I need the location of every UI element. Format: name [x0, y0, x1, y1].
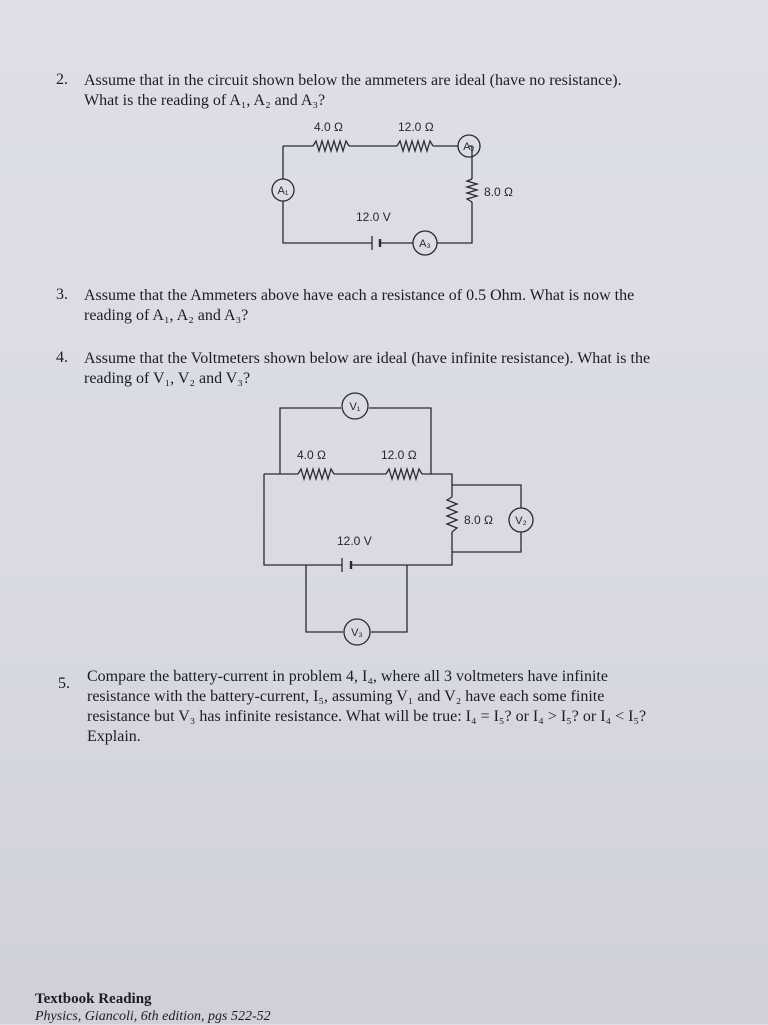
ammeter-a2-label: A₂ [463, 141, 475, 153]
voltmeter-v2-label: V₂ [515, 515, 527, 527]
question-5-line-3: resistance but V₃ has infinite resistance. What will be true: I₄ = I₅? or I₄ > I₅? or I₄ < I₅? [87, 708, 647, 725]
question-3-text [84, 286, 634, 326]
resistor-8-ohm [467, 179, 477, 202]
question-3-number: 3. [56, 286, 68, 303]
ammeter-a1 [272, 179, 294, 201]
battery-label-2: 12.0 V [337, 534, 372, 548]
question-2-line-2: What is the reading of A₁, A₂ and A₃? [84, 92, 326, 109]
textbook-reading-heading: Textbook Reading [35, 991, 152, 1007]
voltmeter-v2 [509, 508, 533, 532]
resistor-12-ohm [397, 141, 433, 151]
battery-label: 12.0 V [356, 210, 391, 224]
question-5-text [87, 667, 646, 747]
battery-symbol [372, 236, 380, 250]
question-5-line-2: resistance with the battery-current, I₅, assuming V₁ and V₂ have each some finite [87, 688, 605, 705]
question-3-line-2: reading of A₁, A₂ and A₃? [84, 307, 249, 324]
question-2-line-1: Assume that in the circuit shown below the ammeters are ideal (have no resistance). [84, 72, 622, 89]
question-4-line-2: reading of V₁, V₂ and V₃? [84, 370, 251, 387]
voltmeter-v1-label: V₁ [349, 401, 361, 413]
question-5-line-1: Compare the battery-current in problem 4, I₄, where all 3 voltmeters have infinite [87, 668, 608, 685]
question-5-number: 5. [58, 675, 70, 692]
resistor-2-label: 12.0 Ω [398, 120, 434, 134]
voltmeter-v3-label: V₃ [351, 627, 363, 639]
resistor-2-label-2: 12.0 Ω [381, 448, 417, 462]
battery-symbol-2 [342, 558, 351, 572]
question-5-line-4: Explain. [87, 728, 141, 745]
resistor-3-label-2: 8.0 Ω [464, 513, 493, 527]
question-2-number: 2. [56, 71, 68, 88]
resistor-4-ohm-2 [298, 469, 334, 479]
ammeter-a3-label: A₃ [419, 238, 431, 250]
resistor-12-ohm-2 [386, 469, 422, 479]
circuit-1-wires [283, 146, 472, 243]
resistor-4-ohm [313, 141, 349, 151]
voltmeter-v3 [344, 619, 370, 645]
question-3-line-1: Assume that the Ammeters above have each a resistance of 0.5 Ohm. What is now the [84, 287, 635, 304]
resistor-1-label: 4.0 Ω [314, 120, 343, 134]
ammeter-a2 [458, 135, 480, 157]
resistor-8-ohm-2 [447, 497, 457, 532]
resistor-3-label: 8.0 Ω [484, 185, 513, 199]
ammeter-a3 [413, 231, 437, 255]
voltmeter-v1 [342, 393, 368, 419]
resistor-1-label-2: 4.0 Ω [297, 448, 326, 462]
textbook-reference: Physics, Giancoli, 6th edition, pgs 522-52 [35, 1009, 271, 1024]
question-4-text [84, 349, 650, 389]
ammeter-a1-label: A₁ [277, 185, 289, 197]
question-4-line-1: Assume that the Voltmeters shown below are ideal (have infinite resistance). What is the [84, 350, 651, 367]
question-4-number: 4. [56, 349, 68, 366]
